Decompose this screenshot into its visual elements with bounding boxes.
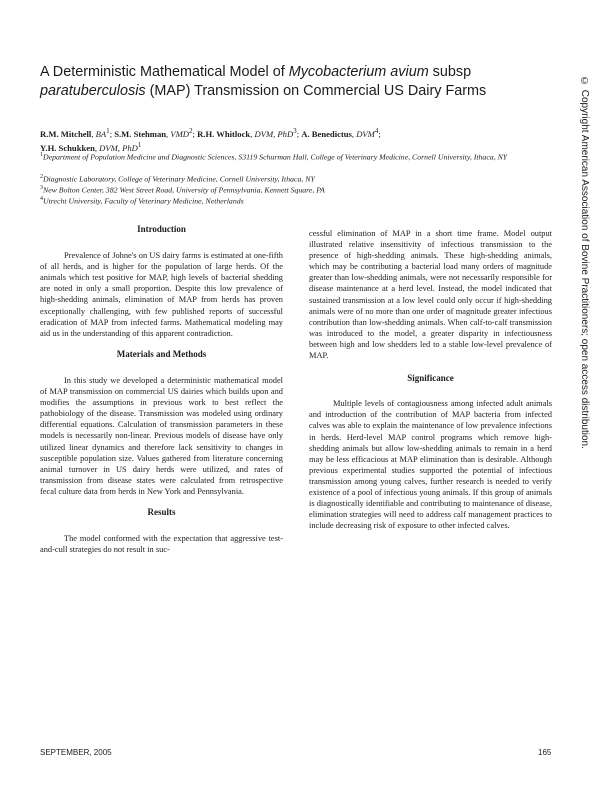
author: R.H. Whitlock, DVM, PhD$^3$; [197,127,302,139]
methods-text: In this study we developed a deterministic mathematical model of MAP transmission on commercial US dairies which builds upon and modifies the assumptions in previous work to best reflect the pathobiology of the disease. Transmission was modeled using ordinary differential equations. Calculation of transmission parameters in these models is necessarily non-linear. Previous models of disease have only utilized linear dynamics and therefore lack sensitivity to changes in susceptible population size. Values gathered from literature concerning animal turnover in US dairy herds were utilized, and rates of transmission from disease states were calculated from retrospective fecal culture data from herds in New York and Pennsylvania. [40,375,283,496]
title-part3: (MAP) Transmission on Commercial US Dairy Farms [145,83,487,99]
title-organism: Mycobacterium avium [288,64,429,80]
author: A. Benedictus, DVM$^4$; [301,127,381,139]
affiliation: $^1$Department of Population Medicine and Diagnostic Sciences, S3119 Schurman Hall, College of Veterinary Medicine, Cornell University, Ithaca, NY [40,152,508,162]
paper-title [40,63,540,101]
title-part2: subsp [428,64,472,80]
affiliation: $^3$New Bolton Center, 382 West Street Road, University of Pennsylvania, Kennett Square, PA [40,185,325,195]
author: S.M. Stehman, VMD$^2$; [114,127,198,139]
methods-heading: Materials and Methods [116,348,207,359]
affiliation: $^2$Diagnostic Laboratory, College of Veterinary Medicine, Cornell University, Ithaca, NY [40,174,315,184]
introduction-text: Prevalence of Johne's on US dairy farms is estimated at one-fifth of all herds, and is higher for the population of large herds. Of the animals which test positive for MAP, high levels of bacterial shedding are noted in only a small proportion. Despite this low prevalence of high-shedding animals, elimination of MAP from herds has proven exceptionally challenging, with few published reports of successful eradication of MAP from infected farms. Mathematical modeling may aid us in the understanding of this apparent contradiction. [40,251,283,338]
significance-text: Multiple levels of contagiousness among infected adult animals and introduction of the contribution of MAP bacteria from infected calves was able to explain the maintenance of low prevalence infections in herds. Herd-level MAP control programs which remove high-shedding animals but allow low-shedding animals to remain in a herd may be less efficacious at MAP elimination than is desirable. Although previous experimental studies supported the potential of infectious transmission among young calves, further research is needed to verify existence of a pool of infectious young animals. If this group of animals is diagnostically identifiable and contributing to maintenance of disease, elimination strategies will need to address calf management practices to include decreasing risk of exposure to other infected calves. [309,399,552,531]
results-text-part1: The model conformed with the expectation that aggressive test-and-cull strategies do not result in suc- [40,534,283,555]
author: R.M. Mitchell, $BA^1$; [40,127,115,139]
results-text-part2: cessful elimination of MAP in a short time frame. Model output illustrated relative insensitivity of infectious transmission to the presence of high-shedding animals. These high-shedding animals, which may be contributing a bacterial load many orders of magnitude greater than low-shedding animals, were not necessarily responsible for disease maintenance at a herd level. Instead, the model indicated that sustained transmission at a low level could only occur if high-shedding animals were of no more than one order of magnitude greater infectious contribution than low-shedding animals. When calf-to-calf transmission was introduced to the model, a greater disparity in infectiousness between high and low shedders led to a stable low-level prevalence of MAP. [309,229,552,361]
author: Y.H. Schukken, DVM, PhD$^1$ [40,141,142,154]
copyright-notice: © Copyright American Association of Bovine Practitioners; open access distribution. [579,76,590,449]
page-number: 165 [538,748,552,757]
introduction-heading: Introduction [137,224,186,234]
significance-heading: Significance [407,373,454,384]
title-part1: A Deterministic Mathematical Model of [40,64,289,80]
results-heading: Results [147,506,176,517]
affiliation: $^4$Utrecht University, Faculty of Veterinary Medicine, Netherlands [40,196,244,206]
right-column [309,228,552,531]
title-subspecies: paratuberculosis [40,83,146,99]
left-column [40,224,283,555]
footer-date: SEPTEMBER, 2005 [40,748,112,757]
